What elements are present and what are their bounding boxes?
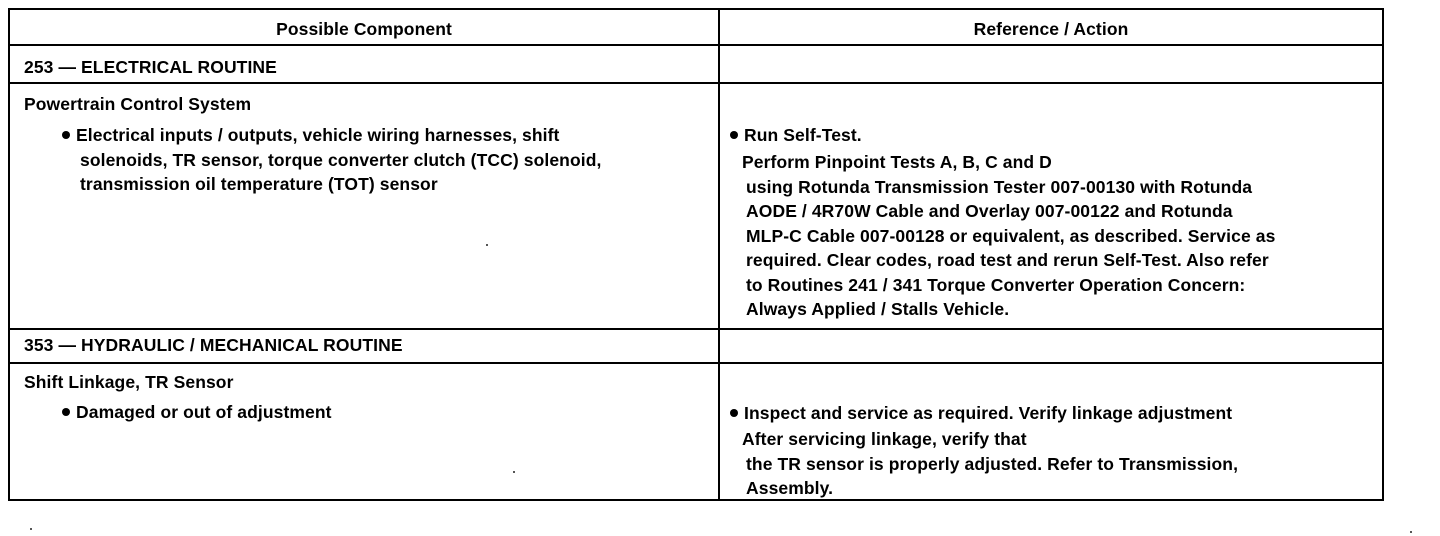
row-divider-section1-title	[10, 82, 1382, 84]
action-text-line: the TR sensor is properly adjusted. Refer to Transmission,	[746, 453, 1239, 474]
diagnostic-table	[8, 8, 1384, 501]
bullet-icon	[730, 409, 738, 417]
header-reference-action: Reference / Action	[973, 19, 1129, 39]
row-divider-section2-title	[10, 362, 1382, 364]
action-text-line: to Routines 241 / 341 Torque Converter Operation Concern:	[746, 274, 1246, 295]
bullet-icon	[730, 131, 738, 139]
scan-speck	[30, 528, 32, 530]
action-bullet-item	[730, 401, 1232, 426]
action-text-line: After servicing linkage, verify that	[742, 429, 1027, 449]
scan-speck	[1410, 531, 1412, 533]
action-text-line: Assembly.	[746, 478, 834, 498]
action-text-line: MLP-C Cable 007-00128 or equivalent, as described. Service as	[746, 225, 1276, 246]
bullet-icon	[62, 131, 70, 139]
section-title-hydraulic-routine: 353 — HYDRAULIC / MECHANICAL ROUTINE	[24, 335, 403, 355]
header-possible-component: Possible Component	[276, 19, 452, 39]
component-title-shift-linkage: Shift Linkage, TR Sensor	[24, 372, 234, 392]
section-title-electrical-routine: 253 — ELECTRICAL ROUTINE	[24, 57, 277, 77]
action-text-line: Always Applied / Stalls Vehicle.	[746, 299, 1010, 319]
row-divider-section1-body	[10, 328, 1382, 330]
component-bullet-text: Damaged or out of adjustment	[76, 402, 332, 422]
row-divider-header	[10, 44, 1382, 46]
scan-speck	[486, 244, 488, 246]
component-bullet-continuation: transmission oil temperature (TOT) sensor	[80, 174, 438, 194]
action-text-line: required. Clear codes, road test and rerun Self-Test. Also refer	[746, 250, 1269, 270]
bullet-icon	[62, 408, 70, 416]
component-bullet-continuation: solenoids, TR sensor, torque converter clutch (TCC) solenoid,	[80, 149, 602, 170]
component-title-powertrain: Powertrain Control System	[24, 94, 252, 114]
action-bullet-text: Run Self-Test.	[744, 125, 862, 145]
action-text-line: AODE / 4R70W Cable and Overlay 007-00122 and Rotunda	[746, 201, 1233, 221]
action-bullet-item	[730, 123, 862, 148]
component-bullet-text: Electrical inputs / outputs, vehicle wiring harnesses, shift	[76, 125, 560, 145]
component-bullet-item	[62, 400, 332, 425]
action-text-line: Perform Pinpoint Tests A, B, C and D	[742, 152, 1052, 172]
scan-speck	[513, 471, 515, 473]
action-text-line: using Rotunda Transmission Tester 007-00130 with Rotunda	[746, 176, 1253, 197]
action-bullet-text: Inspect and service as required. Verify linkage adjustment	[744, 403, 1233, 423]
component-bullet-item	[62, 123, 559, 148]
